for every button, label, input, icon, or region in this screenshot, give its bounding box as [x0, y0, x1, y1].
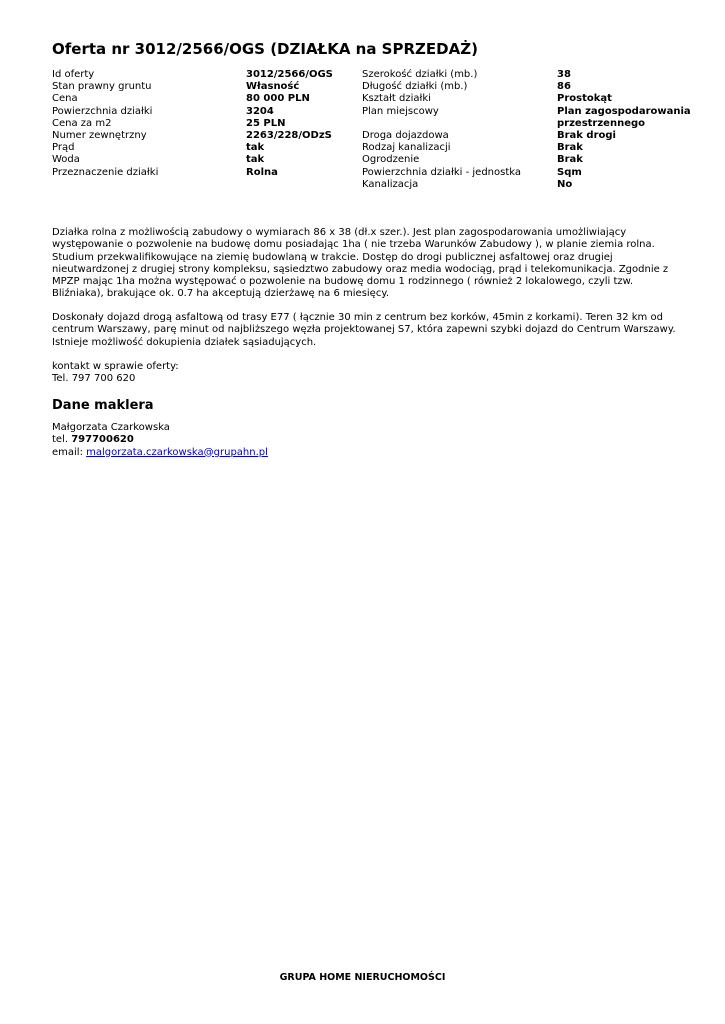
detail-label: Kształt działki: [362, 93, 431, 105]
contact-info: [52, 361, 179, 386]
broker-email-link[interactable]: malgorzata.czarkowska@grupahn.pl: [86, 446, 268, 458]
right-values-column: [557, 69, 697, 191]
contact-phone: Tel. 797 700 620: [52, 373, 136, 385]
broker-email-label: email:: [52, 446, 83, 458]
broker-phone-line: [52, 434, 268, 446]
detail-value: Brak drogi: [557, 129, 616, 141]
right-labels-column: [362, 69, 556, 191]
detail-label: Woda: [52, 154, 80, 166]
detail-value: 86: [557, 81, 571, 93]
detail-label: Powierzchnia działki - jednostka: [362, 166, 522, 178]
detail-value: Plan zagospodarowania przestrzennego: [557, 105, 691, 129]
broker-heading: Dane maklera: [52, 398, 154, 413]
detail-value: 3012/2566/OGS: [246, 69, 333, 80]
offer-page: [52, 0, 692, 1024]
contact-line: kontakt w sprawie oferty:: [52, 361, 179, 372]
detail-value: Prostokąt: [557, 93, 612, 105]
detail-label: Cena za m2: [52, 117, 112, 129]
detail-value: tak: [246, 142, 265, 154]
detail-label: Powierzchnia działki: [52, 105, 153, 117]
detail-label: Kanalizacja: [362, 178, 419, 190]
detail-value: 25 PLN: [246, 117, 286, 129]
detail-value: No: [557, 178, 573, 190]
detail-value: 2263/228/ODzS: [246, 129, 332, 141]
detail-label: Id oferty: [52, 69, 95, 80]
broker-phone: 797700620: [71, 434, 134, 446]
detail-label: Prąd: [52, 142, 75, 154]
detail-label: Stan prawny gruntu: [52, 81, 152, 93]
detail-value: Rolna: [246, 166, 278, 178]
detail-label: Cena: [52, 93, 78, 105]
left-values-column: [246, 69, 362, 179]
detail-label: Droga dojazdowa: [362, 129, 449, 141]
detail-value: 3204: [246, 105, 274, 117]
broker-name: Małgorzata Czarkowska: [52, 422, 170, 433]
detail-value: Sqm: [557, 166, 582, 178]
description-paragraph: Doskonały dojazd drogą asfaltową od trasy E77 ( łącznie 30 min z centrum bez korków, 45min z korkami). Teren 32 km od centrum Warszawy, parę minut od najbliższego węzła projektowanej S7, która zapewni szybki dojazd do Centrum Warszawy. Istnieje możliwość dokupienia działek sąsiadujących.: [52, 312, 676, 348]
broker-info: [52, 422, 268, 459]
broker-phone-label: tel.: [52, 434, 69, 446]
detail-label: Szerokość działki (mb.): [362, 69, 478, 80]
detail-label: Przeznaczenie działki: [52, 166, 159, 178]
detail-value: 38: [557, 69, 571, 80]
detail-label: Ogrodzenie: [362, 154, 420, 166]
detail-label: Numer zewnętrzny: [52, 129, 147, 141]
detail-value: Brak: [557, 142, 583, 154]
detail-label: Długość działki (mb.): [362, 81, 468, 93]
detail-label: Plan miejscowy: [362, 105, 439, 117]
detail-value: Własność: [246, 81, 300, 93]
page-title: Oferta nr 3012/2566/OGS (DZIAŁKA na SPRZEDAŻ): [52, 40, 478, 58]
broker-email-line: [52, 447, 268, 459]
detail-value: Brak: [557, 154, 583, 166]
detail-value: tak: [246, 154, 265, 166]
left-labels-column: [52, 69, 246, 179]
detail-value: 80 000 PLN: [246, 93, 310, 105]
footer-company: GRUPA HOME NIERUCHOMOŚCI: [279, 972, 446, 983]
description-paragraph: Działka rolna z możliwością zabudowy o wymiarach 86 x 38 (dł.x szer.). Jest plan zagospodarowania umożliwiający występowanie o pozwolenie na budowę domu posiadając 1ha ( nie trzeba Warunków Zabudowy ), w planie ziemia rolna. Studium przekwalifikowujące na ziemię budowlaną w trakcie. Dostęp do drogi publicznej asfaltowej oraz drugiej nieutwardzonej z drugiej strony kompleksu, sąsiedztwo zabudowy oraz media wodociąg, prąd i telekomunikacja. Zgodnie z MPZP mając 1ha można występować o pozwolenie na budowę domu 1 rodzinnego ( również 2 lokalowego, czyli tzw. Bliźniaka), brakujące ok. 0.7 ha akceptują dzierżawę na 6 miesięcy.: [52, 227, 669, 300]
detail-label: Rodzaj kanalizacji: [362, 142, 451, 154]
